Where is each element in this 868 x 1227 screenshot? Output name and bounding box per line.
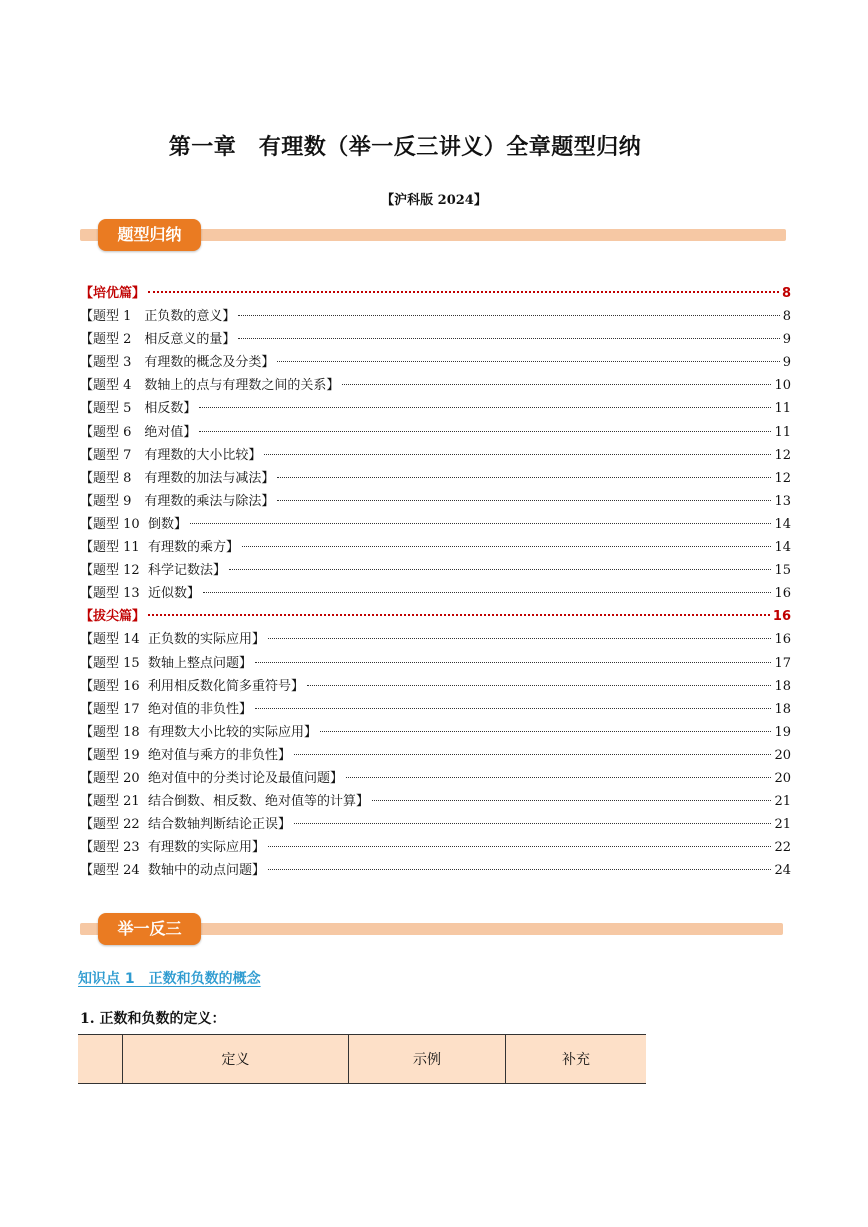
- table-header-cell: 定义: [123, 1035, 349, 1084]
- toc-entry-label: 【题型 16 利用相反数化简多重符号】: [80, 678, 304, 694]
- toc-entry[interactable]: [80, 767, 791, 790]
- table-header-cell: 补充: [506, 1035, 647, 1084]
- toc-entry[interactable]: [80, 305, 791, 328]
- toc-page-number: 8: [781, 286, 791, 301]
- toc-page-number: 9: [782, 355, 791, 371]
- subheading: 1. 正数和负数的定义：: [80, 1011, 226, 1027]
- toc-page-number: 24: [774, 863, 791, 879]
- toc-page-number: 14: [774, 516, 791, 532]
- toc-entry[interactable]: [80, 513, 791, 536]
- toc-page-number: 15: [774, 563, 791, 579]
- banner-tab: 举一反三: [98, 913, 201, 945]
- toc-leader-dots: [242, 546, 772, 547]
- toc-page-number: 16: [774, 586, 791, 602]
- toc-entry[interactable]: [80, 374, 791, 397]
- toc-leader-dots: [199, 407, 771, 408]
- toc-page-number: 21: [774, 794, 791, 810]
- toc-entry-label: 【题型 7 有理数的大小比较】: [80, 447, 262, 463]
- toc-leader-dots: [342, 384, 771, 385]
- toc-page-number: 18: [774, 701, 791, 717]
- toc-entry[interactable]: [80, 859, 791, 882]
- toc-entry[interactable]: [80, 721, 791, 744]
- toc-entry[interactable]: [80, 559, 791, 582]
- toc-section-entry[interactable]: [80, 605, 791, 628]
- toc-entry[interactable]: [80, 675, 791, 698]
- toc-page-number: 20: [774, 770, 791, 786]
- toc-page-number: 13: [774, 493, 791, 509]
- toc-entry-label: 【题型 24 数轴中的动点问题】: [80, 863, 265, 879]
- toc-leader-dots: [320, 731, 772, 732]
- toc-leader-dots: [372, 800, 772, 801]
- toc-leader-dots: [268, 869, 772, 870]
- toc-entry-label: 【题型 11 有理数的乘方】: [80, 540, 239, 556]
- toc-entry-label: 【题型 8 有理数的加法与减法】: [80, 470, 275, 486]
- table-header-row: [78, 1035, 646, 1084]
- toc-entry-label: 【题型 14 正负数的实际应用】: [80, 632, 265, 648]
- toc-entry-label: 【题型 20 绝对值中的分类讨论及最值问题】: [80, 770, 343, 786]
- toc-entry-label: 【题型 4 数轴上的点与有理数之间的关系】: [80, 378, 340, 394]
- definition-table: [78, 1034, 646, 1084]
- toc-entry-label: 【题型 6 绝对值】: [80, 424, 197, 440]
- toc-page-number: 8: [782, 309, 791, 325]
- toc-page-number: 14: [774, 540, 791, 556]
- toc-page-number: 20: [774, 747, 791, 763]
- toc-leader-dots: [255, 662, 772, 663]
- toc-leader-dots: [148, 291, 779, 293]
- toc-entry[interactable]: [80, 652, 791, 675]
- banner-tab: 题型归纳: [98, 219, 201, 251]
- knowledge-point-heading[interactable]: 知识点 1 正数和负数的概念: [78, 971, 261, 987]
- toc-leader-dots: [294, 754, 772, 755]
- toc-page-number: 21: [774, 817, 791, 833]
- toc-entry-label: 【题型 19 绝对值与乘方的非负性】: [80, 747, 291, 763]
- section-banner-examples: [80, 911, 783, 949]
- toc-entry-label: 【题型 3 有理数的概念及分类】: [80, 355, 275, 371]
- toc-leader-dots: [307, 685, 772, 686]
- toc-entry[interactable]: [80, 444, 791, 467]
- toc-leader-dots: [229, 569, 772, 570]
- toc-entry[interactable]: [80, 628, 791, 651]
- toc-leader-dots: [148, 614, 770, 616]
- toc-entry[interactable]: [80, 536, 791, 559]
- toc-entry[interactable]: [80, 467, 791, 490]
- toc-leader-dots: [203, 592, 772, 593]
- toc-page-number: 10: [774, 378, 791, 394]
- toc-entry[interactable]: [80, 490, 791, 513]
- toc-leader-dots: [268, 638, 772, 639]
- toc-page-number: 16: [772, 609, 791, 625]
- toc-entry-label: 【培优篇】: [80, 286, 146, 301]
- toc-entry-label: 【题型 1 正负数的意义】: [80, 309, 236, 325]
- toc-page-number: 11: [774, 401, 791, 417]
- toc-entry[interactable]: [80, 836, 791, 859]
- toc-leader-dots: [238, 315, 779, 316]
- toc-page-number: 19: [774, 724, 791, 740]
- toc-entry-label: 【题型 9 有理数的乘法与除法】: [80, 493, 275, 509]
- table-of-contents: [80, 282, 791, 882]
- toc-entry-label: 【题型 23 有理数的实际应用】: [80, 840, 265, 856]
- toc-entry-label: 【题型 17 绝对值的非负性】: [80, 701, 252, 717]
- toc-entry[interactable]: [80, 813, 791, 836]
- toc-leader-dots: [277, 500, 771, 501]
- toc-leader-dots: [264, 454, 771, 455]
- toc-entry-label: 【题型 22 结合数轴判断结论正误】: [80, 817, 291, 833]
- toc-entry-label: 【题型 2 相反意义的量】: [80, 332, 236, 348]
- table-header-cell: 示例: [349, 1035, 506, 1084]
- toc-entry[interactable]: [80, 698, 791, 721]
- toc-leader-dots: [190, 523, 772, 524]
- toc-entry-label: 【题型 13 近似数】: [80, 586, 200, 602]
- toc-entry[interactable]: [80, 397, 791, 420]
- toc-leader-dots: [294, 823, 772, 824]
- toc-leader-dots: [346, 777, 772, 778]
- toc-entry[interactable]: [80, 790, 791, 813]
- section-banner-types: [80, 217, 786, 255]
- toc-leader-dots: [255, 708, 772, 709]
- toc-entry[interactable]: [80, 421, 791, 444]
- toc-entry-label: 【题型 5 相反数】: [80, 401, 197, 417]
- toc-page-number: 9: [782, 332, 791, 348]
- toc-entry[interactable]: [80, 328, 791, 351]
- toc-leader-dots: [268, 846, 772, 847]
- toc-section-entry[interactable]: [80, 282, 791, 305]
- toc-entry-label: 【题型 15 数轴上整点问题】: [80, 655, 252, 671]
- table-header-cell: [78, 1035, 123, 1084]
- toc-entry-label: 【题型 21 结合倒数、相反数、绝对值等的计算】: [80, 794, 369, 810]
- toc-page-number: 17: [774, 655, 791, 671]
- toc-leader-dots: [277, 361, 779, 362]
- toc-entry-label: 【题型 18 有理数大小比较的实际应用】: [80, 724, 317, 740]
- toc-entry-label: 【拔尖篇】: [80, 609, 146, 625]
- toc-entry[interactable]: [80, 351, 791, 374]
- toc-entry-label: 【题型 12 科学记数法】: [80, 563, 226, 579]
- toc-page-number: 12: [774, 470, 791, 486]
- toc-page-number: 18: [774, 678, 791, 694]
- toc-leader-dots: [277, 477, 771, 478]
- edition-label: 【沪科版 2024】: [381, 193, 487, 208]
- toc-page-number: 22: [774, 840, 791, 856]
- toc-entry-label: 【题型 10 倒数】: [80, 516, 187, 532]
- toc-leader-dots: [199, 431, 771, 432]
- toc-page-number: 11: [774, 424, 791, 440]
- toc-page-number: 16: [774, 632, 791, 648]
- toc-page-number: 12: [774, 447, 791, 463]
- toc-leader-dots: [238, 338, 779, 339]
- document-title: 第一章 有理数（举一反三讲义）全章题型归纳: [168, 135, 642, 160]
- toc-entry[interactable]: [80, 582, 791, 605]
- toc-entry[interactable]: [80, 744, 791, 767]
